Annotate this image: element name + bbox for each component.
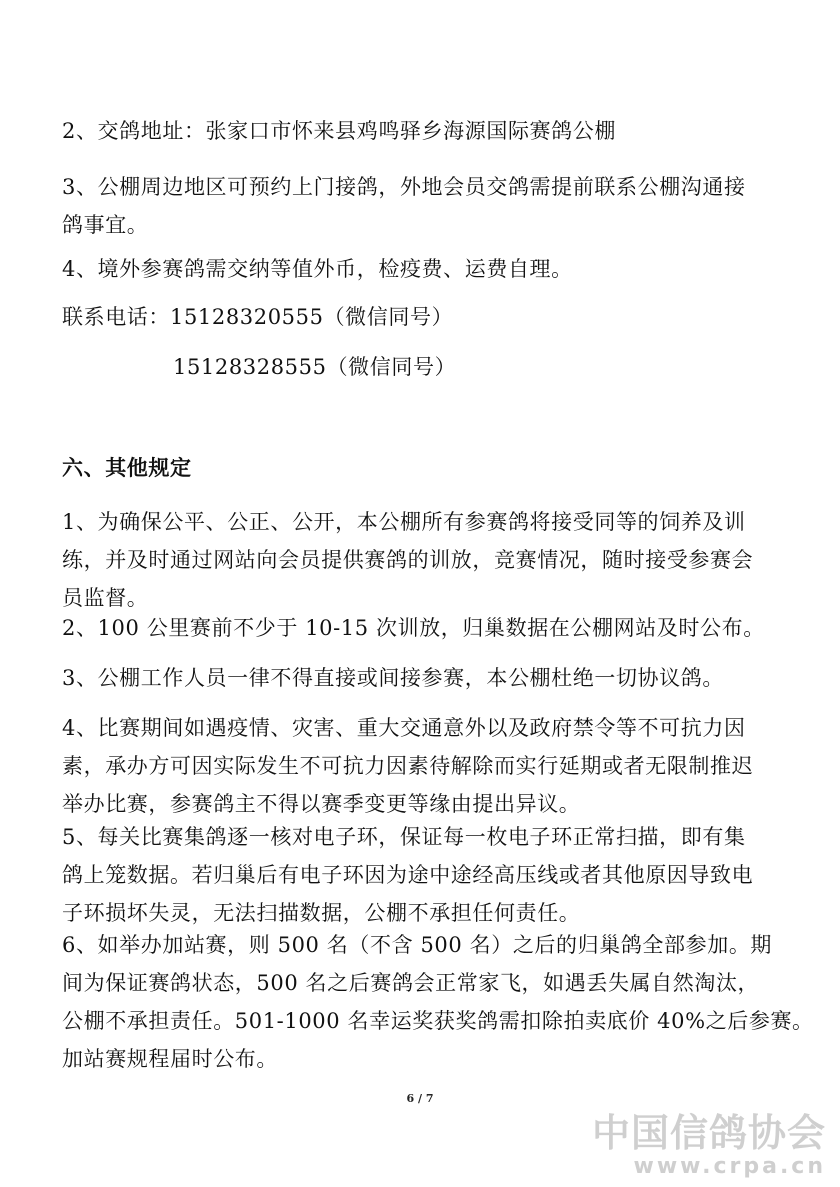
rule-4 — [62, 709, 782, 823]
contact-phone-secondary: 15128328555（微信同号） — [173, 355, 457, 379]
text-line: 1、为确保公平、公正、公开，本公棚所有参赛鸽将接受同等的饲养及训 — [62, 510, 746, 534]
text-line: 练，并及时通过网站向会员提供赛鸽的训放，竞赛情况，随时接受参赛会 — [62, 548, 754, 572]
rule-1 — [62, 503, 782, 617]
pickup-note — [62, 168, 782, 244]
text-line: 子环损坏失灵，无法扫描数据，公棚不承担任何责任。 — [62, 901, 581, 925]
text-line: 5、每关比赛集鸽逐一核对电子环，保证每一枚电子环正常扫描，即有集 — [62, 825, 746, 849]
contact-phone — [62, 298, 782, 336]
text-line: 6、如举办加站赛，则 500 名（不含 500 名）之后的归巢鸽全部参加。期 — [62, 933, 773, 957]
text-line: 素，承办方可因实际发生不可抗力因素待解除而实行延期或者无限制推迟 — [62, 754, 754, 778]
text-line: 2、100 公里赛前不少于 10-15 次训放，归巢数据在公棚网站及时公布。 — [62, 616, 765, 640]
text-line: 公棚不承担责任。501-1000 名幸运奖获奖鸽需扣除拍卖底价 40%之后参赛。 — [62, 1009, 814, 1033]
text-line: 3、公棚周边地区可预约上门接鸽，外地会员交鸽需提前联系公棚沟通接 — [62, 175, 746, 199]
watermark-url: www.crpa.cn — [633, 1154, 826, 1179]
text-line: 2、交鸽地址：张家口市怀来县鸡鸣驿乡海源国际赛鸽公棚 — [62, 119, 616, 143]
rule-5 — [62, 818, 782, 932]
page-number: 6 / 7 — [406, 1092, 434, 1105]
overseas-note — [62, 250, 782, 288]
text-line: 加站赛规程届时公布。 — [62, 1047, 278, 1071]
text-line: 4、境外参赛鸽需交纳等值外币，检疫费、运费自理。 — [62, 257, 573, 281]
text-line: 间为保证赛鸽状态，500 名之后赛鸽会正常家飞，如遇丢失属自然淘汰， — [62, 971, 760, 995]
text-line: 鸽事宜。 — [62, 213, 149, 237]
text-line: 鸽上笼数据。若归巢后有电子环因为途中途经高压线或者其他原因导致电 — [62, 863, 754, 887]
text-line: 3、公棚工作人员一律不得直接或间接参赛，本公棚杜绝一切协议鸽。 — [62, 666, 724, 690]
text-line: 员监督。 — [62, 586, 149, 610]
rule-3 — [62, 659, 782, 697]
text-line: 4、比赛期间如遇疫情、灾害、重大交通意外以及政府禁令等不可抗力因 — [62, 716, 746, 740]
text-line: 举办比赛，参赛鸽主不得以赛季变更等缘由提出异议。 — [62, 792, 581, 816]
section-heading: 六、其他规定 — [62, 456, 192, 480]
rule-2 — [62, 609, 782, 647]
watermark-title: 中国信鸽协会 — [591, 1111, 826, 1155]
text-line: 联系电话：15128320555（微信同号） — [62, 305, 454, 329]
rule-6 — [62, 926, 814, 1078]
delivery-address — [62, 112, 782, 150]
watermark — [592, 1112, 826, 1180]
